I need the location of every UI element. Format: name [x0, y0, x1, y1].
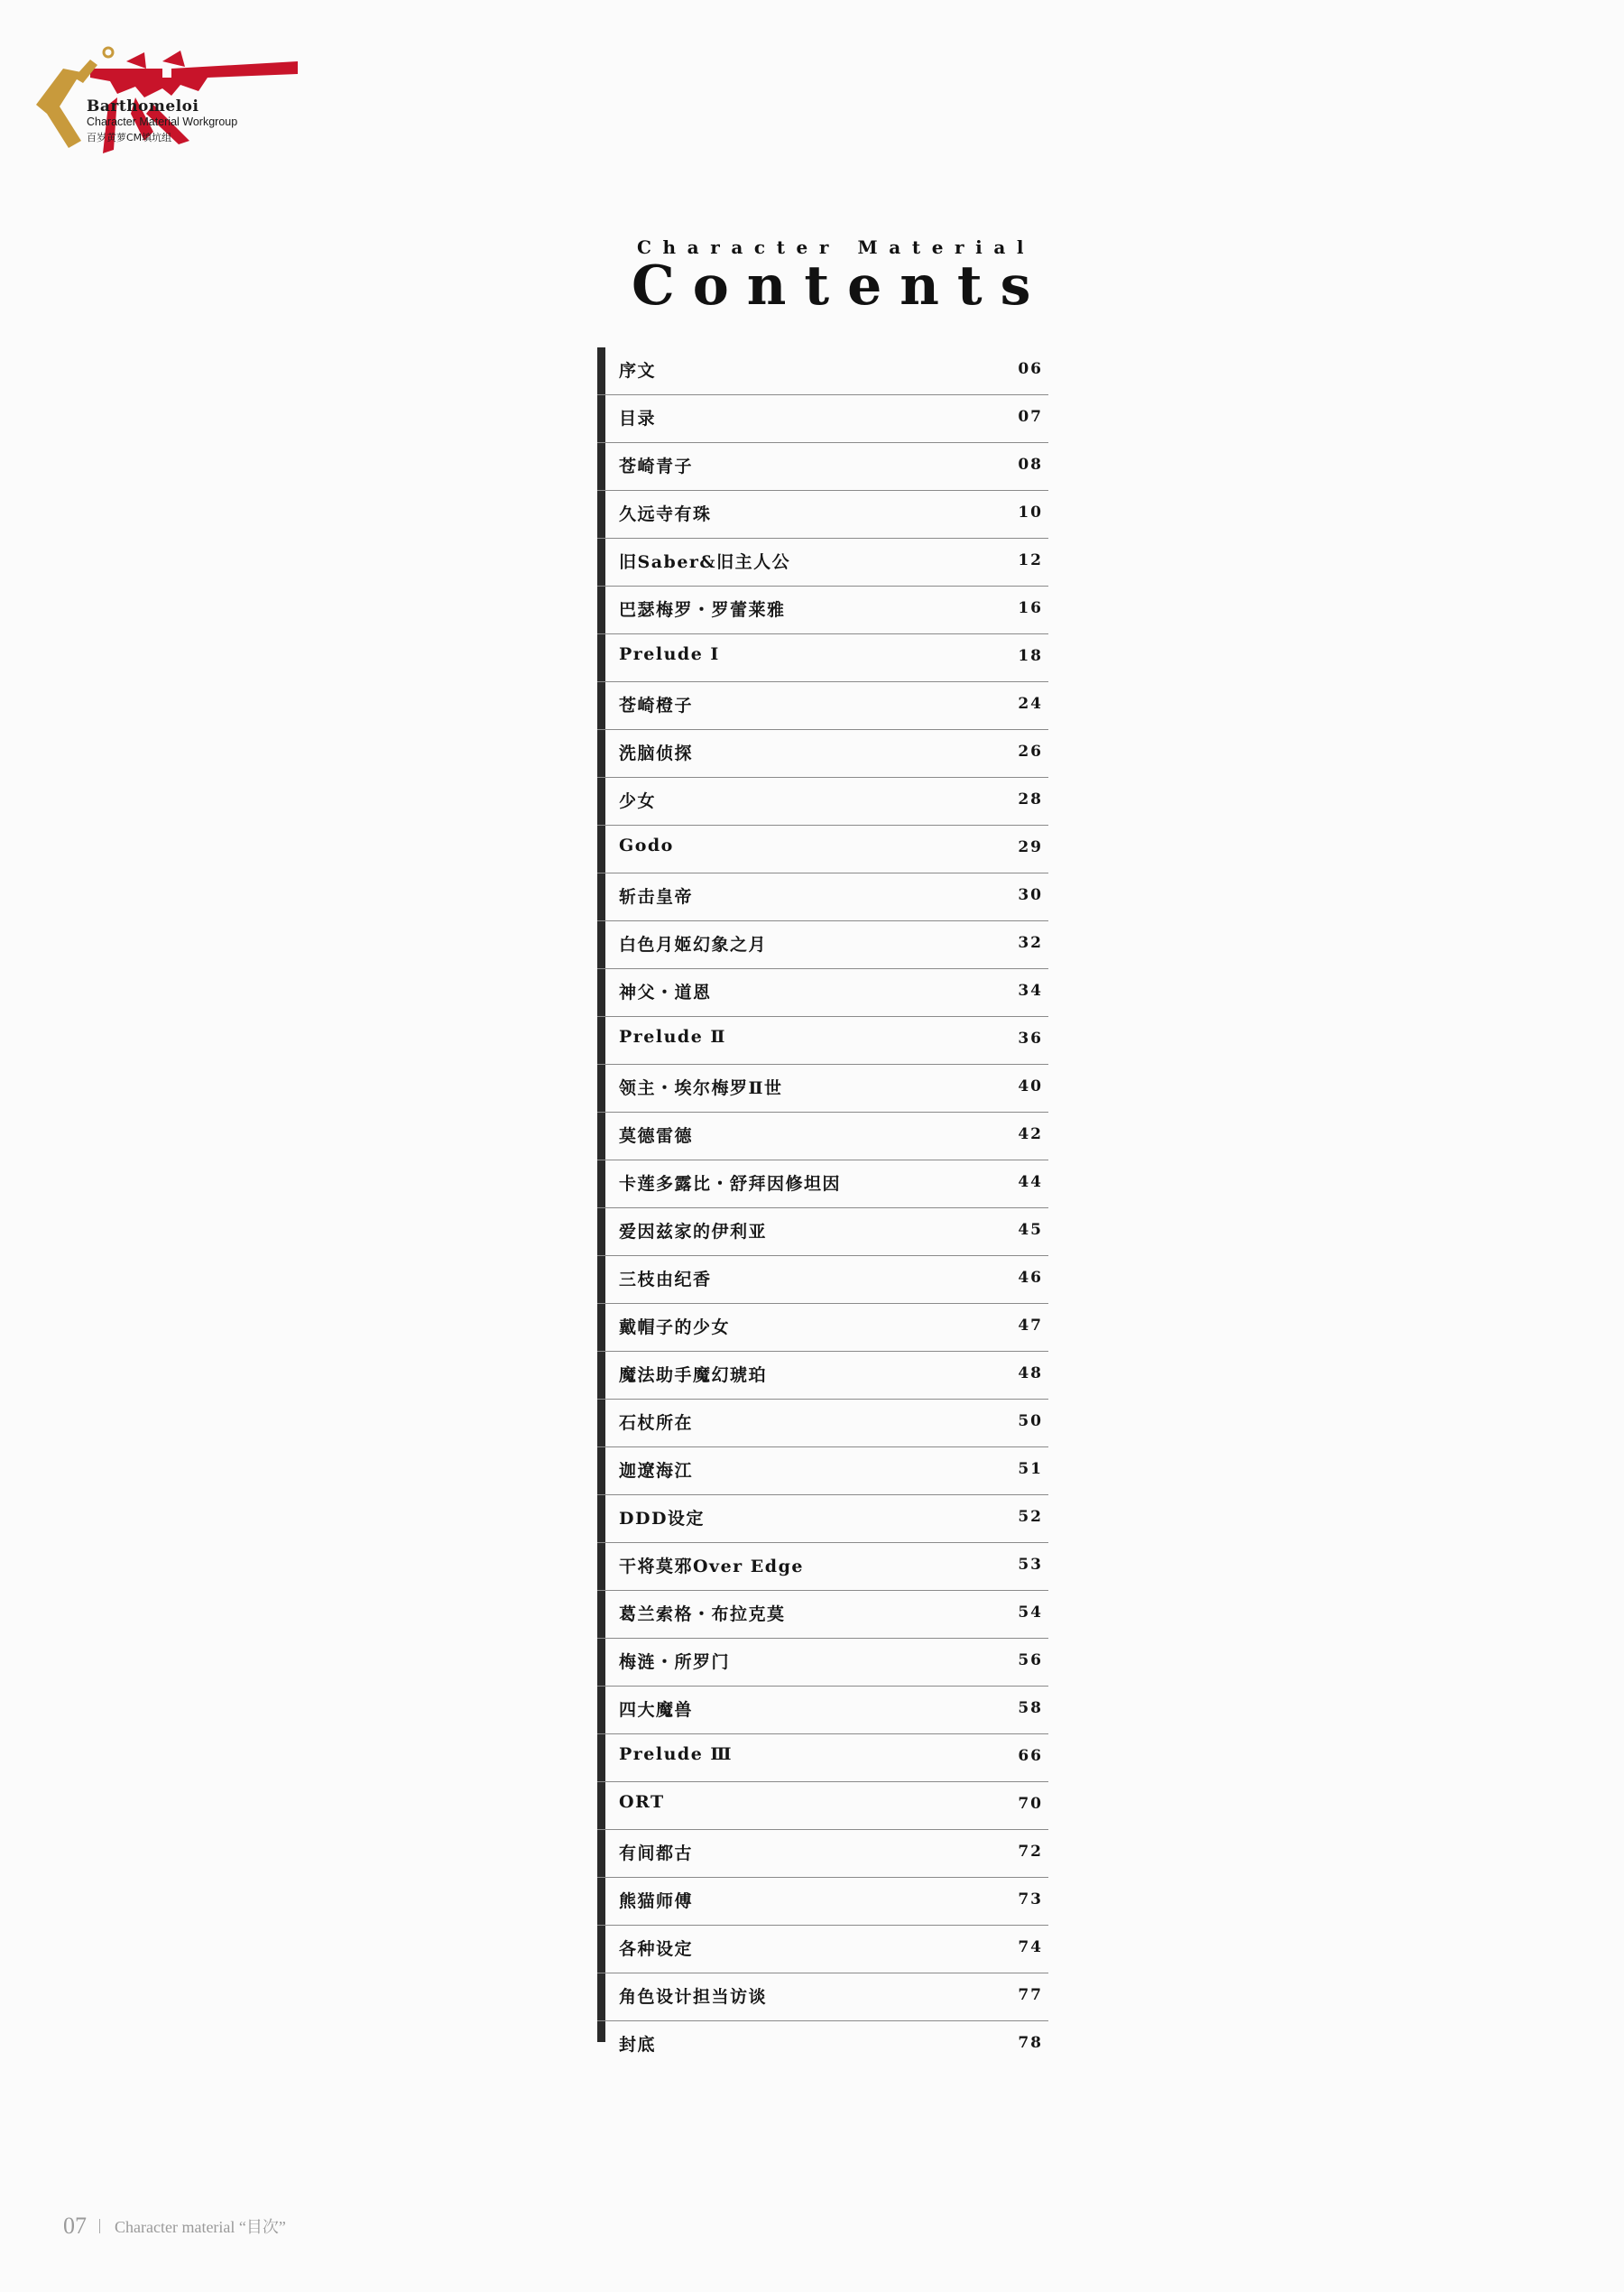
toc-entry-page: 42 [1018, 1125, 1043, 1143]
toc-entry-page: 52 [1018, 1508, 1043, 1526]
toc-entry-page: 74 [1018, 1938, 1043, 1956]
toc-entry-page: 06 [1018, 360, 1043, 378]
toc-entry-page: 70 [1018, 1795, 1043, 1813]
toc-entry[interactable] [597, 587, 1048, 634]
toc-entry-title: 苍崎橙子 [619, 696, 694, 716]
toc-entry-page: 29 [1018, 838, 1043, 856]
toc-entry-title: 神父・道恩 [619, 983, 712, 1003]
toc-entry[interactable] [597, 778, 1048, 826]
toc-entry-title: 葛兰索格・布拉克莫 [619, 1604, 786, 1624]
toc-entry[interactable] [597, 1208, 1048, 1256]
logo-chinese-name: 百岁黄萝CM填坑组 [87, 132, 172, 143]
toc-entry-page: 08 [1018, 456, 1043, 474]
toc-entry-title: 洗脑侦探 [619, 744, 694, 763]
toc-entry-page: 40 [1018, 1077, 1043, 1095]
toc-entry-title: Godo [619, 836, 674, 855]
toc-entry-title: 苍崎青子 [619, 457, 694, 476]
toc-entry[interactable] [597, 491, 1048, 539]
toc-entry[interactable] [597, 1065, 1048, 1113]
toc-entry-page: 10 [1018, 504, 1043, 522]
toc-entry[interactable] [597, 1543, 1048, 1591]
toc-entry-page: 18 [1018, 647, 1043, 665]
footer-page-number: 07 [63, 2213, 87, 2239]
toc-entry[interactable] [597, 1830, 1048, 1878]
toc-entry-page: 58 [1018, 1699, 1043, 1717]
toc-entry[interactable] [597, 1113, 1048, 1160]
logo-title: Barthomeloi [87, 97, 199, 116]
toc-entry-title: 角色设计担当访谈 [619, 1987, 768, 2007]
toc-entry-title: 梅涟・所罗门 [619, 1652, 731, 1672]
toc-entry-title: Prelude Ⅰ [619, 644, 720, 664]
toc-entry[interactable] [597, 921, 1048, 969]
header-kicker: Character Material [637, 236, 1036, 258]
toc-entry-title: 卡莲多露比・舒拜因修坦因 [619, 1174, 842, 1194]
toc-entry-title: 爱因兹家的伊利亚 [619, 1222, 768, 1242]
toc-entry[interactable] [597, 443, 1048, 491]
toc-entry-title: Prelude Ⅲ [619, 1744, 734, 1764]
toc-entry-page: 77 [1018, 1986, 1043, 2004]
toc-entry-title: 四大魔兽 [619, 1700, 694, 1720]
toc-entry[interactable] [597, 395, 1048, 443]
toc-entry-page: 24 [1018, 695, 1043, 713]
toc-entry[interactable] [597, 1256, 1048, 1304]
workgroup-logo [27, 42, 307, 186]
toc-entry[interactable] [597, 1400, 1048, 1447]
toc-entry[interactable] [597, 730, 1048, 778]
toc-entry[interactable] [597, 1734, 1048, 1782]
toc-entry[interactable] [597, 1782, 1048, 1830]
toc-entry-title: 序文 [619, 361, 657, 381]
page-footer [63, 2213, 286, 2240]
toc-entry-page: 54 [1018, 1603, 1043, 1622]
toc-entry[interactable] [597, 826, 1048, 873]
toc-entry[interactable] [597, 873, 1048, 921]
page-title: Contents [632, 254, 1049, 318]
toc-entry[interactable] [597, 1687, 1048, 1734]
toc-entry[interactable] [597, 1878, 1048, 1926]
toc-entry-title: 领主・埃尔梅罗Ⅱ世 [619, 1078, 783, 1098]
toc-entry-title: 巴瑟梅罗・罗蕾莱雅 [619, 600, 786, 620]
table-of-contents [597, 347, 1048, 2055]
footer-divider [99, 2219, 100, 2233]
toc-entry-title: 封底 [619, 2035, 657, 2055]
toc-entry[interactable] [597, 1926, 1048, 1973]
toc-entry[interactable] [597, 347, 1048, 395]
toc-entry[interactable] [597, 1304, 1048, 1352]
toc-entry-title: 目录 [619, 409, 657, 429]
toc-entry-title: 久远寺有珠 [619, 504, 712, 524]
toc-entry-page: 56 [1018, 1651, 1043, 1669]
toc-entry[interactable] [597, 1017, 1048, 1065]
toc-entry-page: 53 [1018, 1556, 1043, 1574]
toc-entry[interactable] [597, 634, 1048, 682]
toc-entry-page: 28 [1018, 790, 1043, 809]
toc-entry[interactable] [597, 1639, 1048, 1687]
toc-entry[interactable] [597, 969, 1048, 1017]
toc-entry[interactable] [597, 539, 1048, 587]
toc-entry-title: 白色月姬幻象之月 [619, 935, 768, 955]
toc-entry-title: 石杖所在 [619, 1413, 694, 1433]
toc-entry-page: 51 [1018, 1460, 1043, 1478]
toc-entry-title: 魔法助手魔幻琥珀 [619, 1365, 768, 1385]
toc-entry-page: 32 [1018, 934, 1043, 952]
toc-list [597, 347, 1048, 2069]
toc-entry-title: 三枝由纪香 [619, 1270, 712, 1289]
toc-entry[interactable] [597, 1495, 1048, 1543]
toc-entry-page: 44 [1018, 1173, 1043, 1191]
toc-entry[interactable] [597, 1352, 1048, 1400]
toc-entry-title: 迦遼海江 [619, 1461, 694, 1481]
toc-entry-page: 34 [1018, 982, 1043, 1000]
toc-entry-title: 各种设定 [619, 1939, 694, 1959]
logo-subtitle: Character Material Workgroup [87, 116, 238, 128]
toc-entry-page: 46 [1018, 1269, 1043, 1287]
footer-caption: Character material “目次” [115, 2218, 286, 2236]
toc-entry-page: 72 [1018, 1843, 1043, 1861]
toc-entry-page: 45 [1018, 1221, 1043, 1239]
toc-entry-title: 斩击皇帝 [619, 887, 694, 907]
toc-entry[interactable] [597, 2021, 1048, 2069]
toc-entry[interactable] [597, 1160, 1048, 1208]
toc-entry-page: 16 [1018, 599, 1043, 617]
toc-entry-page: 30 [1018, 886, 1043, 904]
toc-entry[interactable] [597, 1591, 1048, 1639]
toc-entry-title: 莫德雷德 [619, 1126, 694, 1146]
toc-entry-page: 26 [1018, 743, 1043, 761]
toc-entry[interactable] [597, 1973, 1048, 2021]
toc-entry-title: 旧Saber&旧主人公 [619, 552, 791, 572]
toc-entry-title: ORT [619, 1792, 665, 1812]
toc-entry-title: DDD设定 [619, 1509, 705, 1529]
toc-entry-page: 73 [1018, 1890, 1043, 1908]
toc-entry-title: 熊猫师傅 [619, 1891, 694, 1911]
toc-entry-title: 少女 [619, 791, 657, 811]
toc-entry-title: 戴帽子的少女 [619, 1317, 731, 1337]
toc-entry[interactable] [597, 682, 1048, 730]
toc-entry-page: 47 [1018, 1317, 1043, 1335]
toc-entry-page: 07 [1018, 408, 1043, 426]
toc-entry-title: 干将莫邪Over Edge [619, 1557, 804, 1576]
toc-entry[interactable] [597, 1447, 1048, 1495]
toc-entry-page: 78 [1018, 2034, 1043, 2052]
toc-entry-page: 12 [1018, 551, 1043, 569]
toc-entry-page: 48 [1018, 1364, 1043, 1382]
toc-entry-page: 50 [1018, 1412, 1043, 1430]
toc-entry-page: 66 [1018, 1747, 1043, 1765]
toc-entry-title: 有间都古 [619, 1844, 694, 1863]
toc-entry-page: 36 [1018, 1030, 1043, 1048]
toc-entry-title: Prelude Ⅱ [619, 1027, 726, 1047]
